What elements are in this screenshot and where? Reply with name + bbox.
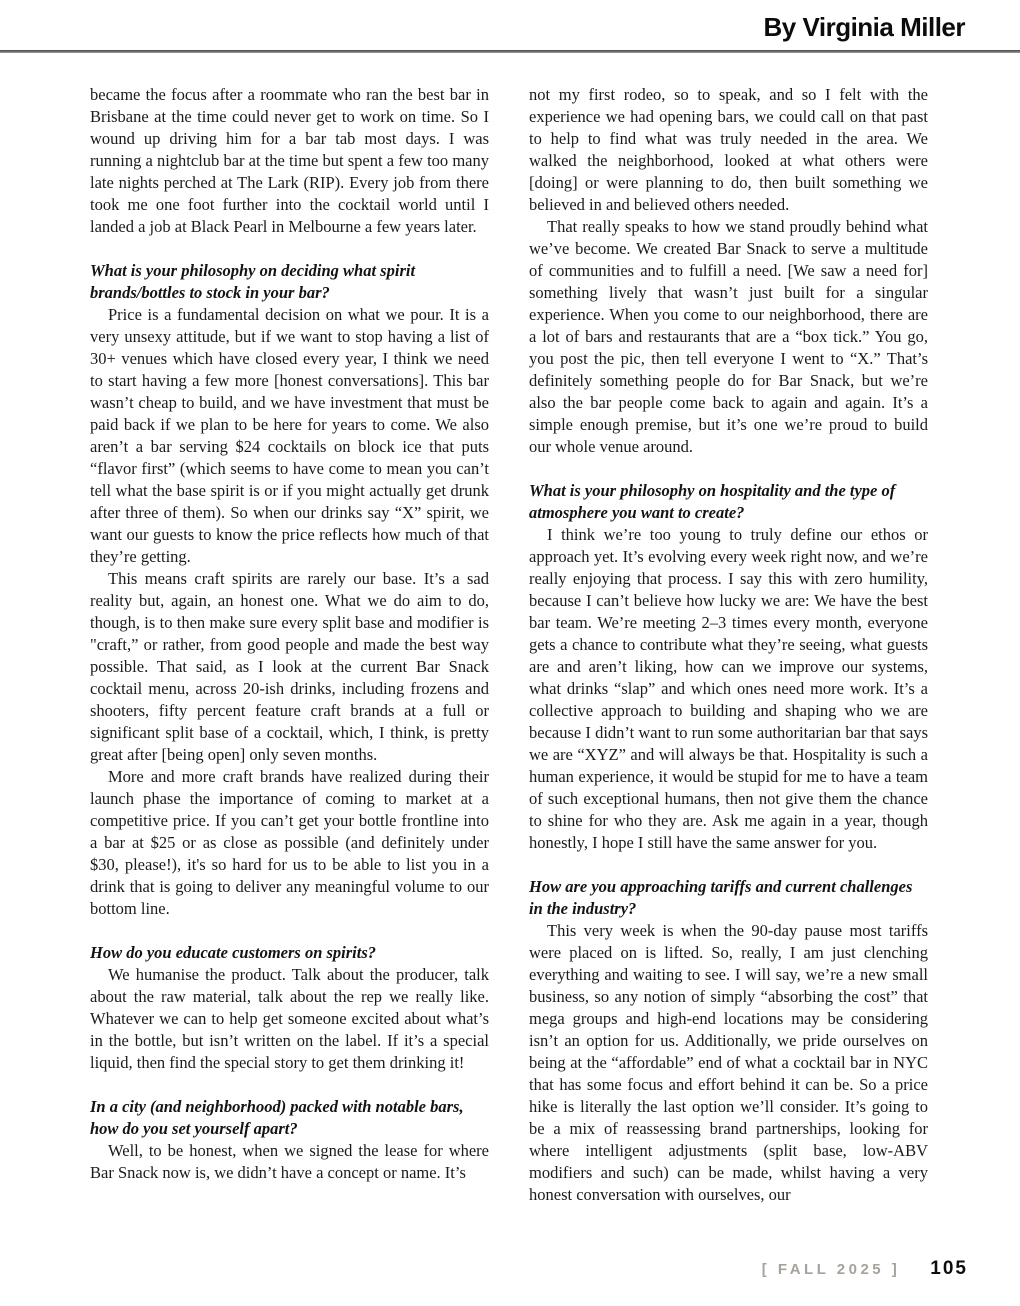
paragraph: That really speaks to how we stand proudly behind what we’ve become. We created Bar Snack to serve a multitude of communities and to fulfill a need. [We saw a need for] something lively that wasn’t just built for a singular experience. When you come to our neighborhood, there are a lot of bars and restaurants that are a “box tick.” You go, you post the pic, then tell everyone I went to “X.” That’s definitely something people do for Bar Snack, but we’re also the bar people come back to again and again. It’s a simple enough premise, but it’s one we’re proud to build our whole venue around. [529, 217, 928, 456]
paragraph: became the focus after a roommate who ran the best bar in Brisbane at the time could never get to work on time. So I wound up driving him for a bar tab most days. I was running a nightclub bar at the time but spent a few too many late nights perched at The Lark (RIP). Every job from there took me one foot further into the cocktail world until I landed a job at Black Pearl in Melbourne a few years later. [90, 85, 489, 236]
question-heading: What is your philosophy on deciding what spirit brands/bottles to stock in your bar? [90, 261, 416, 302]
question-heading: How are you approaching tariffs and current challenges in the industry? [529, 877, 913, 918]
paragraph: I think we’re too young to truly define our ethos or approach yet. It’s evolving every week right now, and we’re really enjoying that process. I say this with zero humility, because I can’t believe how lucky we are: We have the best bar team. We’re meeting 2–3 times every month, everyone gets a chance to contribute what they’re seeing, what guests are and aren’t liking, how can we improve our systems, what drinks “slap” and which ones need more work. It’s a collective approach to building and shaping who we are because I didn’t want to run some authoritarian bar that says we are “XYZ” and will always be that. Hospitality is such a human experience, it would be stupid for me to have a team of such exceptional humans, then not give them the chance to shine for who they are. Ask me again in a year, though honestly, I hope I still have the same answer for you. [529, 525, 928, 852]
paragraph: This very week is when the 90-day pause most tariffs were placed on is lifted. So, really, I am just clenching everything and waiting to see. I will say, we’re a new small business, so any notion of simply “absorbing the cost” that mega groups and high-end locations may be considering isn’t an option for us. Additionally, we pride ourselves on being at the “affordable” end of what a cocktail bar in NYC that has some focus and effort behind it can be. So a price hike is literally the last option we’ll consider. It’s going to be a mix of reassessing brand partnerships, looking for where intelligent adjustments (split base, low-ABV modifiers and such) can be made, whilst having a very honest conversation with ourselves, our [529, 921, 928, 1204]
question-heading: In a city (and neighborhood) packed with notable bars, how do you set yourself apart? [90, 1097, 464, 1138]
page-number: 105 [930, 1258, 968, 1279]
paragraph: not my first rodeo, so to speak, and so I felt with the experience we had opening bars, we could call on that past to help to find what was truly needed in the area. We walked the neighborhood, looked at what others were [doing] or were planning to do, then built something we believed in and believed others needed. [529, 85, 928, 214]
column-right [529, 84, 928, 1238]
paragraph: We humanise the product. Talk about the producer, talk about the raw material, talk about the rep we really like. Whatever we can to help get someone excited about what’s in the bottle, but isn’t written on the label. If it’s a special liquid, then find the special story to get them drinking it! [90, 965, 489, 1072]
article-body [90, 84, 928, 1238]
byline: By Virginia Miller [763, 12, 965, 42]
issue-label: [ FALL 2025 ] [761, 1261, 901, 1278]
paragraph: More and more craft brands have realized during their launch phase the importance of coming to market at a competitive price. If you can’t get your bottle frontline into a bar at $25 or as close as possible (and definitely under $30, please!), it's so hard for us to be able to list you in a drink that is going to deliver any meaningful volume to our bottom line. [90, 767, 489, 918]
page-footer [0, 1258, 968, 1280]
header-rule [0, 50, 1020, 53]
paragraph: This means craft spirits are rarely our base. It’s a sad reality but, again, an honest one. What we do aim to do, though, is to then make sure every split base and modifier is "craft,” or rather, from good people and made the best way possible. That said, as I look at the current Bar Snack cocktail menu, across 20-ish drinks, including frozens and shooters, fifty percent feature craft brands at a full or significant split base of a cocktail, which, I think, is pretty great after [being open] only seven months. [90, 569, 489, 764]
column-left [90, 84, 489, 1238]
paragraph: Well, to be honest, when we signed the lease for where Bar Snack now is, we didn’t have a concept or name. It’s [90, 1141, 489, 1182]
question-heading: How do you educate customers on spirits? [90, 943, 377, 962]
paragraph: Price is a fundamental decision on what we pour. It is a very unsexy attitude, but if we want to stop having a list of 30+ venues which have closed every year, I think we need to start having a few more [honest conversations]. This bar wasn’t cheap to build, and we have investment that must be paid back if we plan to be here for years to come. We also aren’t a bar serving $24 cocktails on block ice that puts “flavor first” (which seems to have come to mean you can’t tell what the base spirit is or if you might actually get drunk after three of them). So when our drinks say “X” spirit, we want our guests to know the price reflects how much of that they’re getting. [90, 305, 489, 566]
question-heading: What is your philosophy on hospitality and the type of atmosphere you want to create? [529, 481, 896, 522]
